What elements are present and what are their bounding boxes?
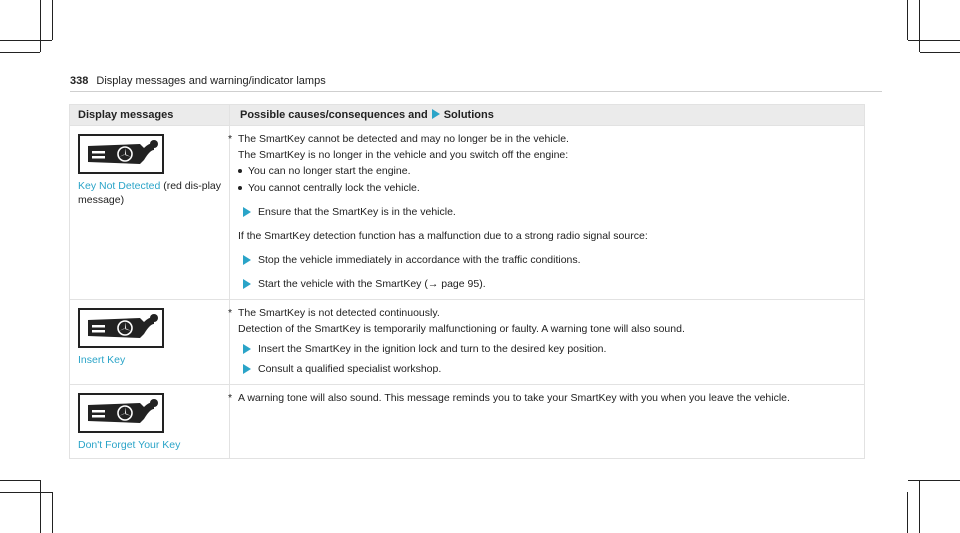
- causes-cell: [230, 126, 865, 300]
- action-triangle-icon: [243, 364, 251, 374]
- messages-table: [69, 104, 865, 459]
- crop-mark: [908, 480, 960, 481]
- smartkey-icon: [78, 393, 164, 433]
- action-step: [238, 342, 856, 356]
- message-insert-key: Insert Key: [78, 354, 126, 366]
- table-header-row: [70, 105, 865, 126]
- crop-mark: [0, 492, 52, 493]
- action-triangle-icon: [243, 255, 251, 265]
- action-step: [238, 253, 856, 267]
- crop-mark: [0, 480, 40, 481]
- display-message-cell: [70, 385, 233, 459]
- action-step: [238, 362, 856, 376]
- action-step: [238, 205, 856, 219]
- cause-text: A warning tone will also sound. This message reminds you to take your SmartKey with you when you leave the vehicle.: [238, 392, 790, 404]
- list-item: You cannot centrally lock the vehicle.: [238, 181, 856, 195]
- action-triangle-icon: [243, 279, 251, 289]
- page-header: [70, 75, 882, 89]
- crop-mark: [40, 0, 41, 52]
- crop-mark: [919, 0, 920, 52]
- crop-mark: [0, 40, 52, 41]
- smartkey-icon: [78, 308, 164, 348]
- header-divider: [70, 91, 882, 92]
- asterisk: *: [228, 133, 233, 145]
- smartkey-icon: [78, 134, 164, 174]
- action-text: Consult a qualified specialist workshop.: [258, 363, 442, 375]
- list-item: You can no longer start the engine.: [238, 164, 856, 178]
- crop-mark: [40, 480, 41, 533]
- page-number: 338: [70, 75, 89, 87]
- crop-mark: [0, 52, 40, 53]
- action-text: Ensure that the SmartKey is in the vehicle.: [258, 206, 456, 218]
- cause-line: If the SmartKey detection function has a malfunction due to a strong radio signal source:: [238, 230, 648, 242]
- causes-cell: [230, 385, 865, 459]
- crop-mark: [52, 492, 53, 533]
- action-triangle-icon: [243, 207, 251, 217]
- causes-cell: [230, 300, 865, 385]
- display-message-cell: [70, 300, 233, 385]
- crop-mark: [907, 0, 908, 40]
- col-display-messages: Display messages: [70, 105, 230, 126]
- action-text: Stop the vehicle immediately in accordance with the traffic conditions.: [258, 254, 581, 266]
- cause-line: Detection of the SmartKey is temporarily malfunctioning or faulty. A warning tone will also sound.: [238, 323, 685, 335]
- table-row: [70, 126, 865, 300]
- col-solutions-label: Solutions: [443, 109, 494, 121]
- col-causes-label: Possible causes/consequences and: [240, 109, 428, 121]
- message-dont-forget-your-key: Don't Forget Your Key: [78, 439, 181, 451]
- asterisk: *: [228, 307, 233, 319]
- crop-mark: [907, 492, 908, 533]
- crop-mark: [920, 52, 960, 53]
- action-triangle-icon: [243, 344, 251, 354]
- crop-mark: [919, 480, 920, 533]
- action-text: Start the vehicle with the SmartKey (→ page 95).: [258, 278, 486, 290]
- table-row: [70, 385, 865, 459]
- cause-text: The SmartKey cannot be detected and may no longer be in the vehicle.: [238, 133, 569, 145]
- asterisk: *: [228, 392, 233, 404]
- message-suffix: (red dis-play message): [78, 180, 221, 206]
- action-text: Insert the SmartKey in the ignition lock and turn to the desired key position.: [258, 343, 607, 355]
- crop-mark: [52, 0, 53, 40]
- action-step: [238, 277, 856, 291]
- message-key-not-detected: Key Not Detected: [78, 180, 161, 192]
- cause-line: The SmartKey is no longer in the vehicle and you switch off the engine:: [238, 149, 569, 161]
- display-message-cell: [70, 126, 233, 300]
- cause-text: The SmartKey is not detected continuously.: [238, 307, 440, 319]
- crop-mark: [908, 40, 960, 41]
- col-causes-solutions: [230, 105, 865, 126]
- page-title: Display messages and warning/indicator lamps: [96, 75, 326, 87]
- action-triangle-icon: [432, 109, 440, 119]
- table-row: [70, 300, 865, 385]
